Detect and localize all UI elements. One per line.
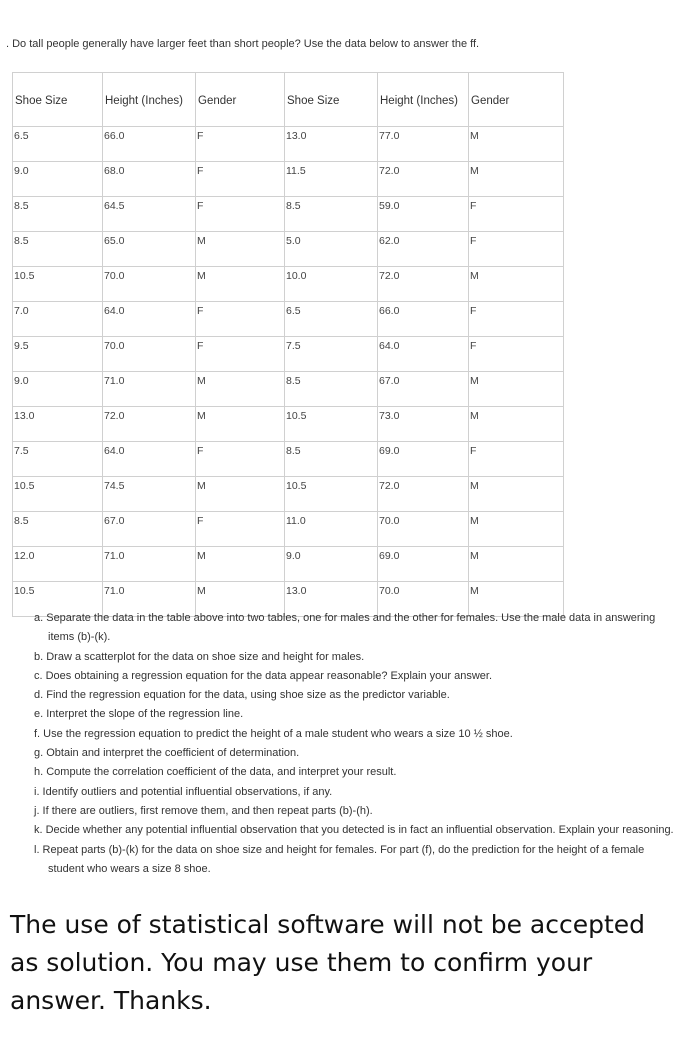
table-cell: F bbox=[196, 337, 285, 372]
table-cell: 64.0 bbox=[103, 442, 196, 477]
table-cell: 8.5 bbox=[285, 197, 378, 232]
table-row bbox=[13, 547, 564, 582]
table-cell: 72.0 bbox=[103, 407, 196, 442]
table-cell: 10.5 bbox=[285, 407, 378, 442]
table-cell: 59.0 bbox=[378, 197, 469, 232]
question-item: f. Use the regression equation to predict the height of a male student who wears a size 10 ½ shoe. bbox=[34, 727, 513, 740]
header-gender: Gender bbox=[196, 73, 285, 127]
question-item: d. Find the regression equation for the data, using shoe size as the predictor variable. bbox=[34, 689, 450, 702]
table-row bbox=[13, 477, 564, 512]
table-cell: F bbox=[469, 197, 564, 232]
table-cell: 11.0 bbox=[285, 512, 378, 547]
question-item: h. Compute the correlation coefficient of the data, and interpret your result. bbox=[34, 766, 397, 779]
question-item: j. If there are outliers, first remove them, and then repeat parts (b)-(h). bbox=[34, 804, 373, 817]
table-cell: 10.0 bbox=[285, 267, 378, 302]
table-row bbox=[13, 512, 564, 547]
question-item: e. Interpret the slope of the regression line. bbox=[34, 708, 244, 721]
table-body bbox=[13, 127, 564, 617]
table-cell: 73.0 bbox=[378, 407, 469, 442]
table-cell: M bbox=[469, 127, 564, 162]
question-item: a. Separate the data in the table above into two tables, one for males and the other for females. Use the male data in answering items (b)-(k). bbox=[34, 612, 656, 644]
table-cell: 5.0 bbox=[285, 232, 378, 267]
table-cell: F bbox=[469, 442, 564, 477]
header-shoe-size: Shoe Size bbox=[13, 73, 103, 127]
table-cell: M bbox=[196, 582, 285, 617]
table-cell: 8.5 bbox=[13, 197, 103, 232]
question-item: l. Repeat parts (b)-(k) for the data on shoe size and height for females. For part (f), do the prediction for the height of a female student who wears a size 8 shoe. bbox=[34, 843, 645, 875]
table-cell: 74.5 bbox=[103, 477, 196, 512]
table-cell: 8.5 bbox=[13, 512, 103, 547]
table-cell: 69.0 bbox=[378, 547, 469, 582]
table-cell: F bbox=[196, 302, 285, 337]
table-cell: 67.0 bbox=[378, 372, 469, 407]
table-cell: M bbox=[469, 477, 564, 512]
question-text: . Do tall people generally have larger feet than short people? Use the data below to answer the ff. bbox=[6, 38, 480, 50]
table-cell: 10.5 bbox=[13, 582, 103, 617]
table-cell: M bbox=[196, 407, 285, 442]
table-cell: 13.0 bbox=[13, 407, 103, 442]
table-cell: 6.5 bbox=[13, 127, 103, 162]
table-cell: 10.5 bbox=[285, 477, 378, 512]
table-row bbox=[13, 267, 564, 302]
table-cell: 65.0 bbox=[103, 232, 196, 267]
instruction-note: The use of statistical software will not be accepted as solution. You may use them to confirm your answer. Thanks. bbox=[10, 910, 646, 1015]
table-row bbox=[13, 127, 564, 162]
table-cell: 9.0 bbox=[13, 162, 103, 197]
table-cell: 11.5 bbox=[285, 162, 378, 197]
table-cell: 69.0 bbox=[378, 442, 469, 477]
table-cell: 68.0 bbox=[103, 162, 196, 197]
table-row bbox=[13, 232, 564, 267]
question-item: k. Decide whether any potential influential observation that you detected is in fact an influential observation. Explain your reasoning. bbox=[34, 824, 674, 837]
table-cell: 12.0 bbox=[13, 547, 103, 582]
table-cell: 70.0 bbox=[378, 582, 469, 617]
table-cell: M bbox=[469, 267, 564, 302]
table-cell: F bbox=[469, 302, 564, 337]
table-cell: 64.5 bbox=[103, 197, 196, 232]
header-shoe-size: Shoe Size bbox=[285, 73, 378, 127]
table-cell: F bbox=[196, 512, 285, 547]
table-cell: 71.0 bbox=[103, 582, 196, 617]
table-cell: 72.0 bbox=[378, 267, 469, 302]
table-cell: 13.0 bbox=[285, 127, 378, 162]
table-cell: M bbox=[469, 407, 564, 442]
table-cell: 6.5 bbox=[285, 302, 378, 337]
question-item: b. Draw a scatterplot for the data on shoe size and height for males. bbox=[34, 650, 365, 663]
table-cell: 72.0 bbox=[378, 162, 469, 197]
table-cell: M bbox=[469, 582, 564, 617]
question-item: c. Does obtaining a regression equation for the data appear reasonable? Explain your answer. bbox=[34, 669, 493, 682]
table-cell: 13.0 bbox=[285, 582, 378, 617]
table-cell: M bbox=[469, 547, 564, 582]
table-cell: 9.0 bbox=[13, 372, 103, 407]
table-cell: 10.5 bbox=[13, 477, 103, 512]
table-cell: F bbox=[196, 442, 285, 477]
table-cell: 8.5 bbox=[13, 232, 103, 267]
table-cell: M bbox=[469, 162, 564, 197]
table-cell: 9.5 bbox=[13, 337, 103, 372]
table-cell: 8.5 bbox=[285, 442, 378, 477]
table-cell: 62.0 bbox=[378, 232, 469, 267]
table-cell: 7.0 bbox=[13, 302, 103, 337]
question-items bbox=[34, 609, 674, 879]
table-cell: M bbox=[196, 477, 285, 512]
table-cell: F bbox=[469, 232, 564, 267]
table-cell: 8.5 bbox=[285, 372, 378, 407]
table-cell: 71.0 bbox=[103, 547, 196, 582]
table-cell: 77.0 bbox=[378, 127, 469, 162]
table-cell: M bbox=[196, 267, 285, 302]
table-cell: M bbox=[469, 372, 564, 407]
table-row bbox=[13, 372, 564, 407]
table-cell: 64.0 bbox=[103, 302, 196, 337]
table-row bbox=[13, 337, 564, 372]
table-cell: 70.0 bbox=[103, 337, 196, 372]
table-cell: 70.0 bbox=[103, 267, 196, 302]
header-height: Height (Inches) bbox=[103, 73, 196, 127]
table-cell: M bbox=[469, 512, 564, 547]
table-cell: 66.0 bbox=[103, 127, 196, 162]
table-cell: 64.0 bbox=[378, 337, 469, 372]
header-gender: Gender bbox=[469, 73, 564, 127]
table-cell: 71.0 bbox=[103, 372, 196, 407]
table-cell: 10.5 bbox=[13, 267, 103, 302]
table-cell: M bbox=[196, 372, 285, 407]
table-cell: 66.0 bbox=[378, 302, 469, 337]
data-table bbox=[12, 72, 564, 617]
table-cell: M bbox=[196, 547, 285, 582]
table-cell: 7.5 bbox=[13, 442, 103, 477]
table-cell: 70.0 bbox=[378, 512, 469, 547]
table-row bbox=[13, 302, 564, 337]
question-item: g. Obtain and interpret the coefficient of determination. bbox=[34, 747, 300, 760]
table-cell: 9.0 bbox=[285, 547, 378, 582]
table-row bbox=[13, 162, 564, 197]
table-cell: 67.0 bbox=[103, 512, 196, 547]
header-height: Height (Inches) bbox=[378, 73, 469, 127]
question-item: i. Identify outliers and potential influential observations, if any. bbox=[34, 785, 333, 798]
table-row bbox=[13, 442, 564, 477]
table-row bbox=[13, 407, 564, 442]
table-cell: 7.5 bbox=[285, 337, 378, 372]
table-cell: F bbox=[196, 197, 285, 232]
table-cell: 72.0 bbox=[378, 477, 469, 512]
table-row bbox=[13, 197, 564, 232]
table-header-row bbox=[13, 73, 564, 127]
table-cell: F bbox=[196, 127, 285, 162]
table-cell: F bbox=[469, 337, 564, 372]
table-cell: F bbox=[196, 162, 285, 197]
table-cell: M bbox=[196, 232, 285, 267]
